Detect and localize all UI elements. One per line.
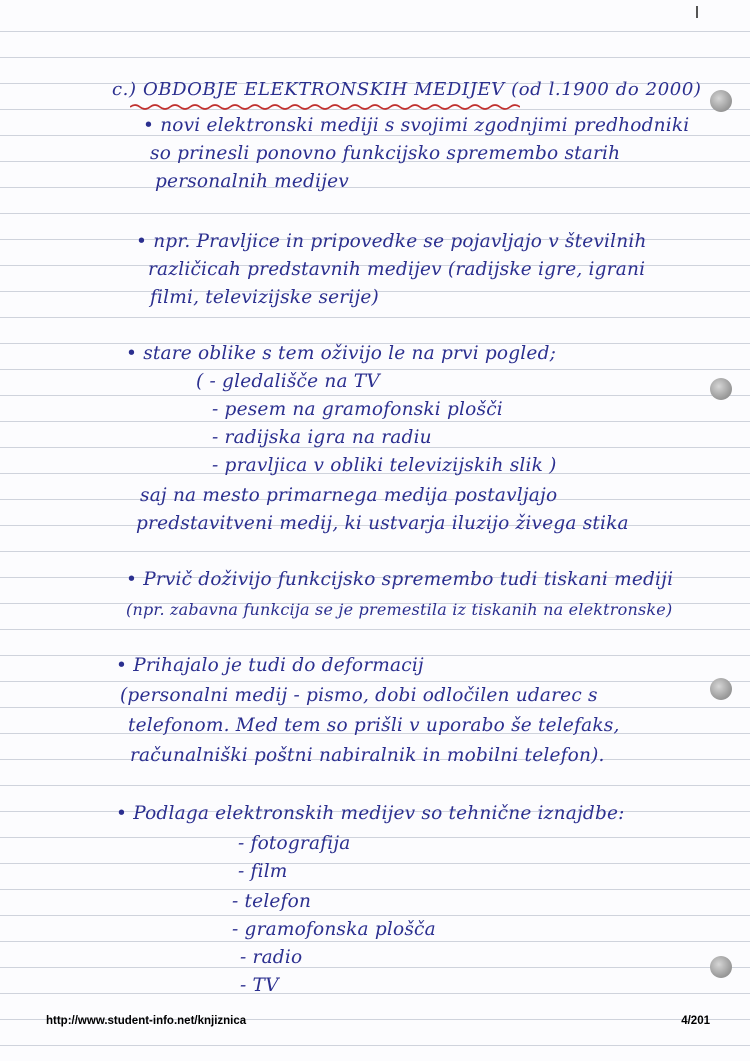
text-line: • npr. Pravljice in pripovedke se pojavljajo v številnih (136, 231, 647, 252)
text-line: - pesem na gramofonski plošči (212, 399, 503, 420)
text-line: - fotografija (238, 833, 351, 854)
title-underline (130, 103, 520, 111)
text-line: (npr. zabavna funkcija se je premestila iz tiskanih na elektronske) (126, 600, 673, 619)
punch-hole-icon (710, 378, 732, 400)
punch-hole-icon (710, 90, 732, 112)
text-line: predstavitveni medij, ki ustvarja iluzijo živega stika (136, 513, 629, 534)
text-line: • Prvič doživijo funkcijsko spremembo tudi tiskani mediji (126, 569, 674, 590)
text-line: filmi, televizijske serije) (150, 287, 379, 308)
text-line: telefonom. Med tem so prišli v uporabo še telefaks, (128, 715, 620, 736)
footer-url: http://www.student-info.net/knjiznica (46, 1015, 247, 1027)
text-line: • Podlaga elektronskih medijev so tehnične iznajdbe: (116, 803, 625, 824)
text-line: (personalni medij - pismo, dobi odločilen udarec s (120, 685, 598, 706)
text-line: - TV (240, 975, 279, 996)
text-line: • novi elektronski mediji s svojimi zgodnjimi predhodniki (143, 115, 690, 136)
text-line: - telefon (232, 891, 312, 912)
text-line: • stare oblike s tem oživijo le na prvi pogled; (126, 343, 557, 364)
text-line: saj na mesto primarnega medija postavljajo (140, 485, 558, 506)
text-line: - radijska igra na radiu (212, 427, 432, 448)
text-line: - radio (240, 947, 303, 968)
text-line: - film (238, 861, 288, 882)
punch-hole-icon (710, 956, 732, 978)
pen-mark (696, 6, 698, 18)
text-line: so prinesli ponovno funkcijsko spremembo starih (150, 143, 621, 164)
text-line: • Prihajalo je tudi do deformacij (116, 655, 424, 676)
text-line: ( - gledališče na TV (196, 371, 380, 392)
section-title: c.) OBDOBJE ELEKTRONSKIH MEDIJEV (od l.1900 do 2000) (112, 79, 702, 100)
punch-hole-icon (710, 678, 732, 700)
text-line: - pravljica v obliki televizijskih slik ) (212, 455, 557, 476)
text-line: - gramofonska plošča (232, 919, 436, 940)
page-number: 4/201 (681, 1015, 710, 1027)
text-line: računalniški poštni nabiralnik in mobilni telefon). (130, 745, 605, 766)
text-line: različicah predstavnih medijev (radijske igre, igrani (148, 259, 646, 280)
text-line: personalnih medijev (155, 171, 349, 192)
